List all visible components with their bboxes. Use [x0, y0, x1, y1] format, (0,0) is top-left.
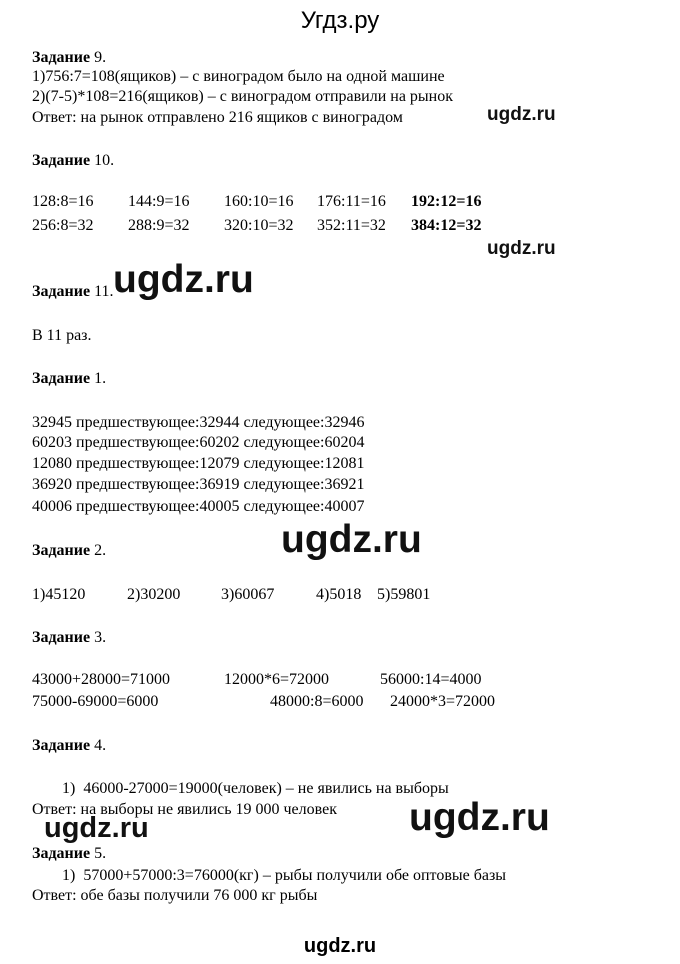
task9-line-2: 2)(7-5)*108=216(ящиков) – с виноградом отправили на рынок: [32, 88, 454, 105]
watermark: ugdz.ru: [44, 812, 149, 844]
watermark: ugdz.ru: [409, 796, 550, 839]
task9-line-1: 1)756:7=108(ящиков) – с виноградом было на одной машине: [32, 68, 445, 85]
task-label: Задание: [32, 845, 91, 862]
task9-answer: Ответ: на рынок отправлено 216 ящиков с виноградом: [32, 109, 403, 126]
watermark: ugdz.ru: [281, 518, 422, 561]
task10-cell: 256:8=32: [32, 217, 94, 234]
task3-heading: [32, 628, 106, 647]
task11-answer: В 11 раз.: [32, 327, 92, 344]
task11-heading: [32, 282, 113, 301]
task3-cell: 43000+28000=71000: [32, 671, 171, 688]
task1-heading: [32, 369, 106, 388]
task1-line: 12080 предшествующее:12079 следующее:12081: [32, 455, 365, 472]
task2-heading: [32, 541, 106, 560]
task3-cell: 75000-69000=6000: [32, 693, 159, 710]
task10-cell: 128:8=16: [32, 193, 94, 210]
task-number: 3.: [90, 629, 107, 646]
task2-item: 5)59801: [377, 586, 431, 603]
task4-step: 1) 46000-27000=19000(человек) – не явились на выборы: [62, 780, 449, 797]
task10-cell: 160:10=16: [224, 193, 294, 210]
task-number: 10.: [90, 152, 115, 169]
task-label: Задание: [32, 737, 91, 754]
task1-line: 36920 предшествующее:36919 следующее:36921: [32, 476, 365, 493]
task10-cell-highlight: 384:12=32: [411, 217, 482, 234]
task10-cell: 144:9=16: [128, 193, 190, 210]
task10-cell: 320:10=32: [224, 217, 294, 234]
task-number: 5.: [90, 845, 107, 862]
task9-heading: [32, 48, 106, 67]
task10-heading: [32, 151, 114, 170]
watermark: ugdz.ru: [487, 238, 556, 259]
watermark: ugdz.ru: [113, 258, 254, 301]
task10-cell: 288:9=32: [128, 217, 190, 234]
task2-item: 1)45120: [32, 586, 86, 603]
task4-answer: Ответ: на выборы не явились 19 000 человек: [32, 801, 337, 818]
task2-item: 2)30200: [127, 586, 181, 603]
task-number: 11.: [90, 283, 114, 300]
task3-cell: 12000*6=72000: [224, 671, 330, 688]
task-number: 9.: [90, 49, 107, 66]
task-label: Задание: [32, 370, 91, 387]
task3-cell: 24000*3=72000: [390, 693, 496, 710]
task10-cell-highlight: 192:12=16: [411, 193, 482, 210]
footer-watermark: ugdz.ru: [303, 935, 377, 957]
watermark: ugdz.ru: [487, 104, 556, 125]
task4-heading: [32, 736, 106, 755]
task1-line: 60203 предшествующее:60202 следующее:60204: [32, 434, 365, 451]
task-label: Задание: [32, 629, 91, 646]
task-label: Задание: [32, 283, 91, 300]
task2-item: 3)60067: [221, 586, 275, 603]
task5-heading: [32, 844, 106, 863]
task-number: 1.: [90, 370, 107, 387]
task10-cell: 352:11=32: [317, 217, 386, 234]
task5-step: 1) 57000+57000:3=76000(кг) – рыбы получили обе оптовые базы: [62, 867, 507, 884]
task10-cell: 176:11=16: [317, 193, 386, 210]
task3-cell: 56000:14=4000: [380, 671, 482, 688]
task-number: 4.: [90, 737, 107, 754]
task-label: Задание: [32, 152, 91, 169]
task-label: Задание: [32, 542, 91, 559]
page-header-title: Угдз.ру: [300, 7, 380, 34]
task1-line: 32945 предшествующее:32944 следующее:32946: [32, 414, 365, 431]
task5-answer: Ответ: обе базы получили 76 000 кг рыбы: [32, 887, 318, 904]
task-number: 2.: [90, 542, 107, 559]
task1-line: 40006 предшествующее:40005 следующее:40007: [32, 498, 365, 515]
task-label: Задание: [32, 49, 91, 66]
task2-item: 4)5018: [316, 586, 362, 603]
task3-cell: 48000:8=6000: [270, 693, 364, 710]
